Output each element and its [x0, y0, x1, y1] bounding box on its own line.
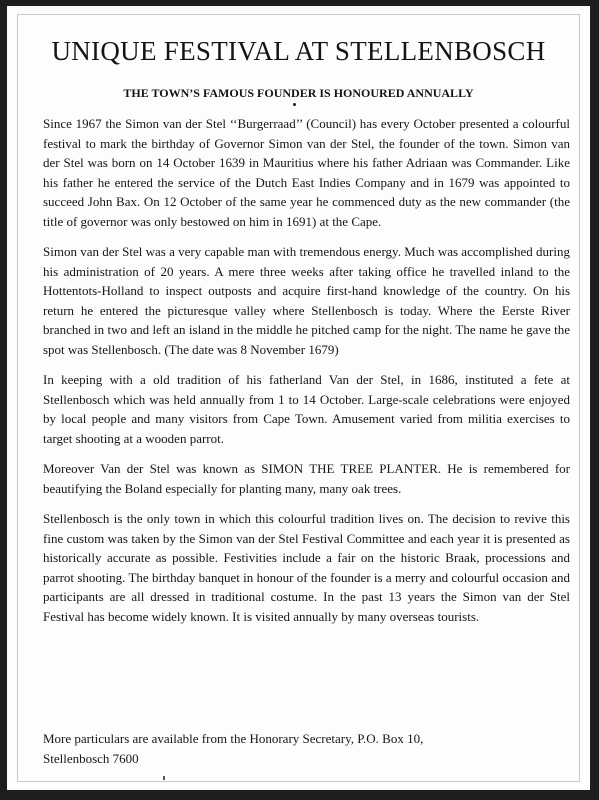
page-subtitle: THE TOWN’S FAMOUS FOUNDER IS HONOURED ANNUALLY — [123, 86, 474, 100]
print-speck — [293, 103, 296, 106]
document-sheet — [7, 6, 590, 790]
paragraph: Stellenbosch is the only town in which this colourful tradition lives on. The decision to revive this fine custom was taken by the Simon van der Stel Festival Committee and each year it is presented as historically accurate as possible. Festivities include a fair on the historic Braak, processions and parrot shooting. The birthday banquet in honour of the founder is a merry and colourful occasion and participants are all dressed in traditional costume. In the past 13 years the Simon van der Stel Festival has become widely known. It is visited annually by many overseas tourists. — [43, 511, 570, 624]
contact-line: More particulars are available from the Honorary Secretary, P.O. Box 10, — [43, 731, 424, 746]
article-body — [43, 114, 570, 637]
contact-address: Stellenbosch 7600 — [43, 750, 139, 766]
contact-info — [43, 729, 570, 768]
page-title: UNIQUE FESTIVAL AT STELLENBOSCH — [51, 36, 546, 66]
paragraph: Since 1967 the Simon van der Stel ‘‘Burgerraad’’ (Council) has every October presented a colourful festival to mark the birthday of Governor Simon van der Stel, the founder of the town. Simon van der Stel was born on 14 October 1639 in Mauritius where his father Adriaan was Commander. Like his father he entered the service of the Dutch East Indies Company and in 1679 was appointed to succeed John Bax. On 12 October of the same year he commenced duty as the new commander (the title of governor was only bestowed on him in 1691) at the Cape. — [43, 116, 570, 229]
paragraph: Moreover Van der Stel was known as SIMON THE TREE PLANTER. He is remembered for beautifying the Boland especially for planting many, many oak trees. — [43, 461, 570, 496]
paragraph: In keeping with a old tradition of his fatherland Van der Stel, in 1686, instituted a fete at Stellenbosch which was held annually from 1 to 14 October. Large-scale celebrations were enjoyed by local people and many visitors from Cape Town. Amusement varied from militia exercises to target shooting at a wooden parrot. — [43, 372, 570, 446]
paragraph: Simon van der Stel was a very capable man with tremendous energy. Much was accomplished during his administration of 20 years. A mere three weeks after taking office he travelled inland to the Hottentots-Holland to inspect outposts and acquire first-hand knowledge of the country. On his return he entered the picturesque valley where Stellenbosch is today. Where the Eerste River branched in two and left an island in the middle he pitched camp for the night. The name he gave the spot was Stellenbosch. (The date was 8 November 1679) — [43, 244, 570, 357]
print-mark — [163, 776, 165, 780]
